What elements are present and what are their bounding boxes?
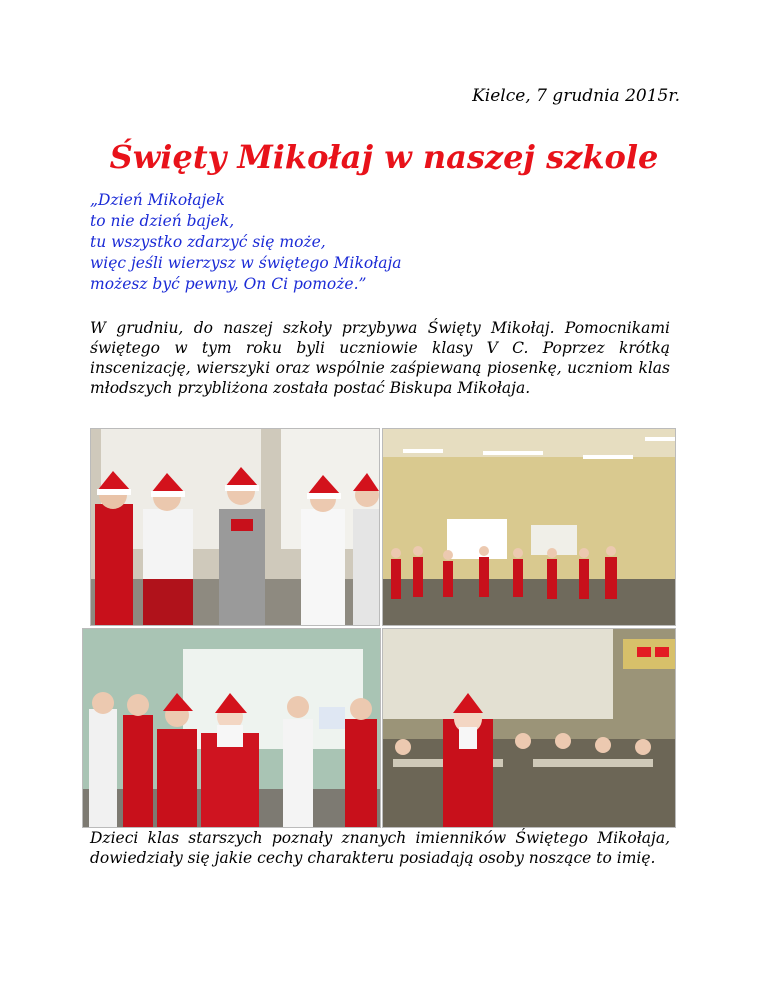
closing-paragraph: Dzieci klas starszych poznały znanych imienników Świętego Mikołaja, dowiedziały się jakie cechy charakteru posiadają osoby noszące to imię. bbox=[90, 829, 670, 867]
photo-santa-with-children bbox=[82, 628, 381, 828]
poem-line: to nie dzień bajek, bbox=[90, 212, 235, 230]
photo-students-santa-hats bbox=[90, 428, 380, 626]
poem-line: więc jeśli wierzysz w świętego Mikołaja bbox=[90, 254, 402, 272]
document-date: Kielce, 7 grudnia 2015r. bbox=[472, 86, 680, 106]
poem-line: możesz być pewny, On Ci pomoże.” bbox=[90, 275, 367, 293]
photo-santa-in-classroom bbox=[382, 628, 676, 828]
photo-classroom-performance bbox=[382, 428, 676, 626]
poem-quote bbox=[90, 190, 402, 295]
poem-line: „Dzień Mikołajek bbox=[90, 191, 225, 209]
page-title: Święty Mikołaj w naszej szkole bbox=[109, 138, 659, 176]
intro-paragraph: W grudniu, do naszej szkoły przybywa Święty Mikołaj. Pomocnikami świętego w tym roku byli uczniowie klasy V C. Poprzez krótką inscenizację, wierszyki oraz wspólnie zaśpiewaną piosenkę, uczniom klas młodszych przybliżona została postać Biskupa Mikołaja. bbox=[90, 319, 670, 397]
poem-line: tu wszystko zdarzyć się może, bbox=[90, 233, 326, 251]
